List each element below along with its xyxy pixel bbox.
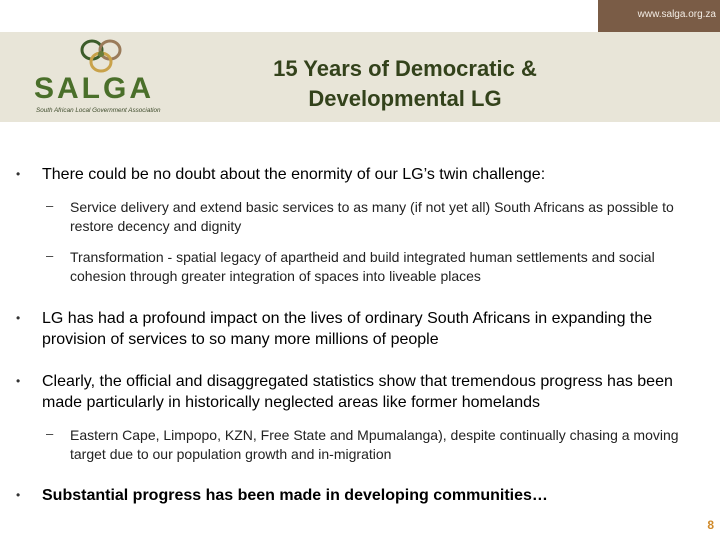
sub-bullet-3-1 xyxy=(46,426,714,466)
sub-bullet-mark: – xyxy=(46,248,54,263)
sub-bullet-mark: – xyxy=(46,198,54,213)
page-number: 8 xyxy=(707,518,714,532)
slide-title xyxy=(200,54,610,114)
bullet-text: LG has had a profound impact on the lives of ordinary South Africans in expanding the provision of services to so many more millions of people xyxy=(42,310,653,348)
bullet-text: Clearly, the official and disaggregated statistics show that tremendous progress has been made particularly in historically neglected areas like former homelands xyxy=(42,373,673,411)
sub-bullet-text: Service delivery and extend basic services to as many (if not yet all) South Africans as possible to restore decency and dignity xyxy=(70,199,674,234)
bullet-mark: • xyxy=(16,167,21,181)
sub-bullet-1-1 xyxy=(46,198,706,238)
logo-wordmark: SALGA xyxy=(34,72,154,105)
bullet-text: There could be no doubt about the enormity of our LG’s twin challenge: xyxy=(42,166,546,183)
sub-bullet-mark: – xyxy=(46,426,54,441)
bullet-text-highlight: Substantial progress has been made in developing communities… xyxy=(42,487,548,504)
bullet-4 xyxy=(16,485,706,509)
bullet-2 xyxy=(16,308,706,352)
bullet-mark: • xyxy=(16,374,21,388)
title-line-1: 15 Years of Democratic & xyxy=(273,56,537,81)
header-divider xyxy=(0,122,720,124)
bullet-mark: • xyxy=(16,488,21,502)
website-url[interactable]: www.salga.org.za xyxy=(637,9,716,20)
bullet-1 xyxy=(16,164,706,188)
sub-bullet-text: Eastern Cape, Limpopo, KZN, Free State and Mpumalanga), despite continually chasing a moving target due to our population growth and in-migration xyxy=(70,427,679,462)
bullet-mark: • xyxy=(16,311,21,325)
title-line-2: Developmental LG xyxy=(308,86,502,111)
logo-tagline: South African Local Government Association xyxy=(36,107,161,114)
salga-logo xyxy=(30,36,182,116)
sub-bullet-1-2 xyxy=(46,248,706,288)
bullet-3 xyxy=(16,371,716,415)
logo-emblem-icon xyxy=(82,41,120,71)
sub-bullet-text: Transformation - spatial legacy of apartheid and build integrated human settlements and social cohesion through greater integration of spaces into liveable places xyxy=(70,249,655,284)
